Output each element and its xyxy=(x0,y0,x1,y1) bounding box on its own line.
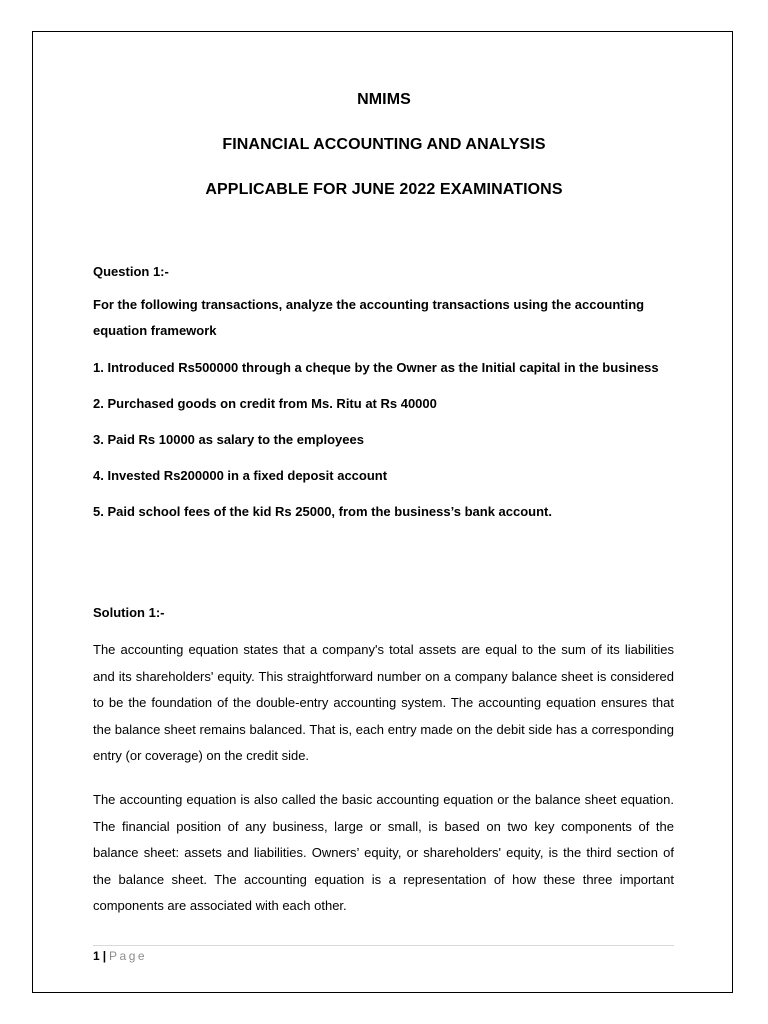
transaction-list xyxy=(93,355,674,535)
paragraph-text: The accounting equation states that a company's total assets are equal to the sum of its liabilities and its shareholders' equity. This straightforward number on a company balance sheet is considered to be the foundation of the double-entry accounting system. The accounting equation ensures that the balance sheet remains balanced. That is, each entry made on the debit side has a corresponding entry (or coverage) on the credit side. xyxy=(93,642,674,763)
footer-divider xyxy=(93,945,674,946)
header-subject: FINANCIAL ACCOUNTING AND ANALYSIS xyxy=(222,136,546,153)
solution-paragraph-2 xyxy=(93,787,674,920)
transaction-item: 2. Purchased goods on credit from Ms. Ritu at Rs 40000 xyxy=(93,396,437,411)
transaction-item: 3. Paid Rs 10000 as salary to the employees xyxy=(93,432,364,447)
paragraph-text: The accounting equation is also called the basic accounting equation or the balance sheet equation. The financial position of any business, large or small, is based on two key components of the balance sheet: assets and liabilities. Owners’ equity, or shareholders' equity, is the third section of the balance sheet. The accounting equation is a representation of how these three important components are associated with each other. xyxy=(93,792,674,913)
transaction-item: 1. Introduced Rs500000 through a cheque by the Owner as the Initial capital in the business xyxy=(93,360,659,375)
question-heading: Question 1:- xyxy=(93,264,169,279)
question-intro xyxy=(93,292,674,344)
question-intro-text: For the following transactions, analyze the accounting transactions using the accounting equation framework xyxy=(93,297,645,338)
solution-heading: Solution 1:- xyxy=(93,605,165,620)
page-footer xyxy=(93,948,147,964)
header-exam-session: APPLICABLE FOR JUNE 2022 EXAMINATIONS xyxy=(205,181,563,198)
header-institution: NMIMS xyxy=(357,91,411,108)
footer-separator: | xyxy=(102,949,107,963)
page-label: Page xyxy=(109,949,148,963)
transaction-item: 4. Invested Rs200000 in a fixed deposit account xyxy=(93,468,388,483)
page-number: 1 xyxy=(93,949,100,963)
solution-paragraph-1 xyxy=(93,637,674,770)
transaction-item: 5. Paid school fees of the kid Rs 25000, from the business’s bank account. xyxy=(93,504,552,519)
